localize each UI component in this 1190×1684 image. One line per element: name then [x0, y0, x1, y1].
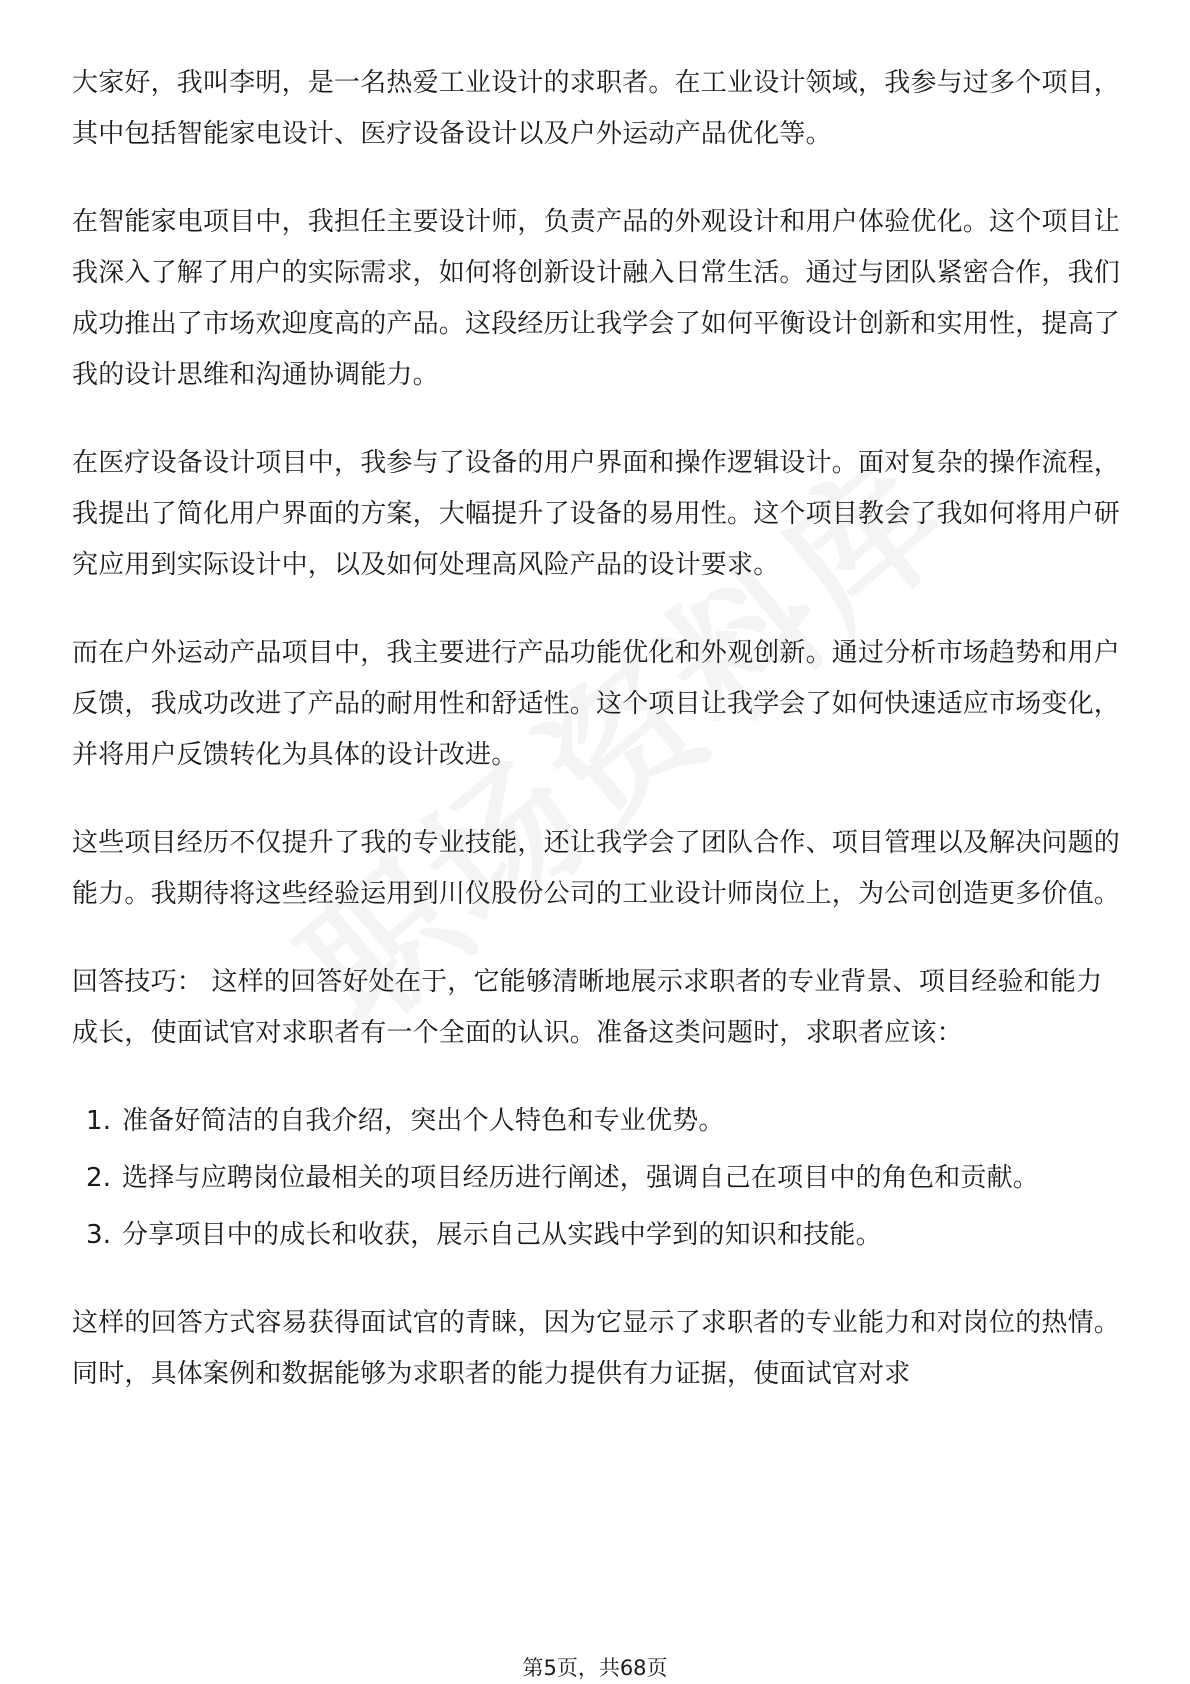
list-item-number: 1. — [86, 1106, 112, 1136]
tips-list — [72, 1096, 1122, 1261]
list-item-text: 分享项目中的成长和收获，展示自己从实践中学到的知识和技能。 — [122, 1220, 882, 1250]
document-body — [72, 58, 1122, 1437]
outdoor-product-paragraph: 而在户外运动产品项目中，我主要进行产品功能优化和外观创新。通过分析市场趋势和用户反馈，我成功改进了产品的耐用性和舒适性。这个项目让我学会了如何快速适应市场变化，并将用户反馈转化为具体的设计改进。 — [72, 638, 1121, 770]
closing-paragraph: 这样的回答方式容易获得面试官的青睐，因为它显示了求职者的专业能力和对岗位的热情。同时，具体案例和数据能够为求职者的能力提供有力证据，使面试官对求 — [72, 1308, 1121, 1389]
list-item — [72, 1153, 1122, 1204]
intro-paragraph: 大家好，我叫李明，是一名热爱工业设计的求职者。在工业设计领域，我参与过多个项目，其中包括智能家电设计、医疗设备设计以及户外运动产品优化等。 — [72, 68, 1121, 149]
list-item-text: 选择与应聘岗位最相关的项目经历进行阐述，强调自己在项目中的角色和贡献。 — [122, 1163, 1040, 1193]
list-item-number: 3. — [86, 1220, 112, 1250]
smart-appliance-paragraph: 在智能家电项目中，我担任主要设计师，负责产品的外观设计和用户体验优化。这个项目让我深入了解了用户的实际需求，如何将创新设计融入日常生活。通过与团队紧密合作，我们成功推出了市场欢迎度高的产品。这段经历让我学会了如何平衡设计创新和实用性，提高了我的设计思维和沟通协调能力。 — [72, 207, 1121, 390]
medical-device-paragraph: 在医疗设备设计项目中，我参与了设备的用户界面和操作逻辑设计。面对复杂的操作流程，我提出了简化用户界面的方案，大幅提升了设备的易用性。这个项目教会了我如何将用户研究应用到实际设计中，以及如何处理高风险产品的设计要求。 — [72, 448, 1121, 580]
answer-tips-paragraph: 回答技巧： 这样的回答好处在于，它能够清晰地展示求职者的专业背景、项目经验和能力成长，使面试官对求职者有一个全面的认识。准备这类问题时，求职者应该： — [72, 967, 1103, 1048]
page-number: 第5页，共68页 — [522, 1656, 668, 1680]
list-item — [72, 1096, 1122, 1147]
list-item-number: 2. — [86, 1163, 112, 1193]
list-item — [72, 1210, 1122, 1261]
list-item-text: 准备好简洁的自我介绍，突出个人特色和专业优势。 — [122, 1106, 725, 1136]
summary-paragraph: 这些项目经历不仅提升了我的专业技能，还让我学会了团队合作、项目管理以及解决问题的能力。我期待将这些经验运用到川仪股份公司的工业设计师岗位上，为公司创造更多价值。 — [72, 828, 1121, 909]
